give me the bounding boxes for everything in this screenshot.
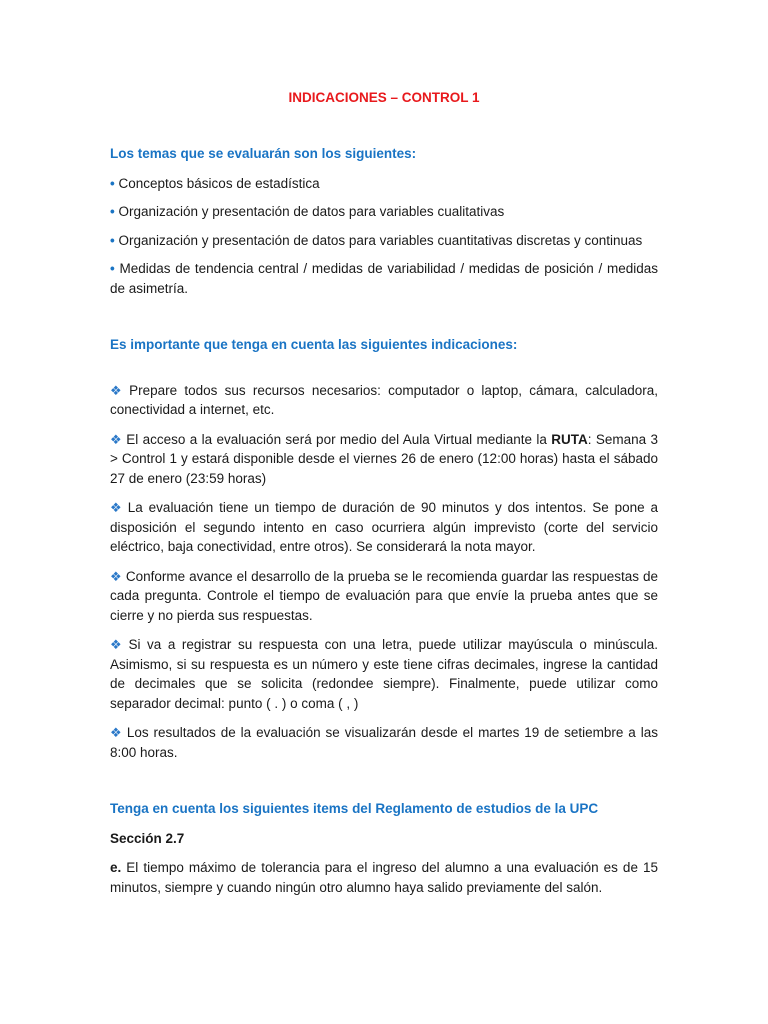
topics-heading: Los temas que se evaluarán son los siguientes: — [110, 146, 417, 161]
topic-item-text: Conceptos básicos de estadística — [118, 175, 320, 191]
section-label: Sección 2.7 — [110, 830, 185, 846]
diamond-bullet-icon: ❖ — [110, 637, 125, 652]
topic-item — [110, 202, 658, 222]
topic-item — [110, 259, 658, 298]
diamond-bullet-icon: ❖ — [110, 431, 123, 447]
instruction-item-text: : Semana 3 > Control 1 y estará disponible desde el viernes 26 de enero (12:00 horas) hasta el sábado 27 de enero (23:59 horas) — [110, 431, 659, 486]
instruction-item — [110, 498, 658, 557]
bullet-dot-icon: • — [110, 204, 115, 219]
instruction-item-text: La evaluación tiene un tiempo de duración de 90 minutos y dos intentos. Se pone a disposición el segundo intento en caso ocurriera algún imprevisto (corte del servicio eléctrico, baja conectividad, entre otros). Se considerará la nota mayor. — [110, 500, 658, 554]
instruction-item-text: Los resultados de la evaluación se visualizarán desde el martes 19 de setiembre a las 8:00 horas. — [110, 725, 658, 760]
diamond-bullet-icon: ❖ — [110, 568, 122, 584]
diamond-bullet-icon: ❖ — [110, 500, 124, 515]
instructions-heading: Es importante que tenga en cuenta las siguientes indicaciones: — [110, 337, 518, 352]
document-page — [110, 88, 658, 897]
instruction-item-text: Conforme avance el desarrollo de la prueba se le recomienda guardar las respuestas de cada pregunta. Controle el tiempo de evaluación para que envíe la prueba antes que se cierre y no pierda sus respuestas. — [110, 568, 658, 623]
instruction-item — [110, 430, 658, 489]
topic-item-text: Organización y presentación de datos para variables cualitativas — [118, 204, 505, 219]
regulation-item — [110, 858, 658, 897]
instruction-item-text: Prepare todos sus recursos necesarios: computador o laptop, cámara, calculadora, conectividad a internet, etc. — [110, 382, 658, 417]
bullet-dot-icon: • — [110, 175, 115, 191]
instruction-item-text: Si va a registrar su respuesta con una letra, puede utilizar mayúscula o minúscula. Asimismo, si su respuesta es un número y este tiene cifras decimales, ingrese la cantidad de decimales que se solicita (redondee siempre). Finalmente, puede utilizar como separador decimal: punto ( . ) o coma ( , ) — [110, 637, 658, 711]
regulation-item-letter: e. — [110, 860, 122, 875]
bullet-dot-icon: • — [110, 261, 115, 276]
route-label: RUTA — [551, 431, 588, 447]
topic-item — [110, 231, 658, 251]
instruction-item — [110, 381, 658, 420]
diamond-bullet-icon: ❖ — [110, 382, 126, 398]
instruction-item — [110, 635, 658, 713]
regulation-item-text: El tiempo máximo de tolerancia para el ingreso del alumno a una evaluación es de 15 minutos, siempre y cuando ningún otro alumno haya salido previamente del salón. — [110, 860, 658, 895]
instruction-item-text: El acceso a la evaluación será por medio del Aula Virtual mediante la — [126, 431, 552, 447]
document-title: INDICACIONES – CONTROL 1 — [288, 90, 480, 105]
topic-item — [110, 174, 658, 194]
topic-item-text: Organización y presentación de datos para variables cuantitativas discretas y continuas — [118, 232, 643, 248]
instruction-item — [110, 567, 658, 626]
diamond-bullet-icon: ❖ — [110, 725, 123, 740]
regulation-heading: Tenga en cuenta los siguientes items del Reglamento de estudios de la UPC — [110, 801, 599, 816]
instruction-item — [110, 723, 658, 762]
topic-item-text: Medidas de tendencia central / medidas de variabilidad / medidas de posición / medidas de asimetría. — [110, 261, 658, 296]
bullet-dot-icon: • — [110, 232, 115, 248]
